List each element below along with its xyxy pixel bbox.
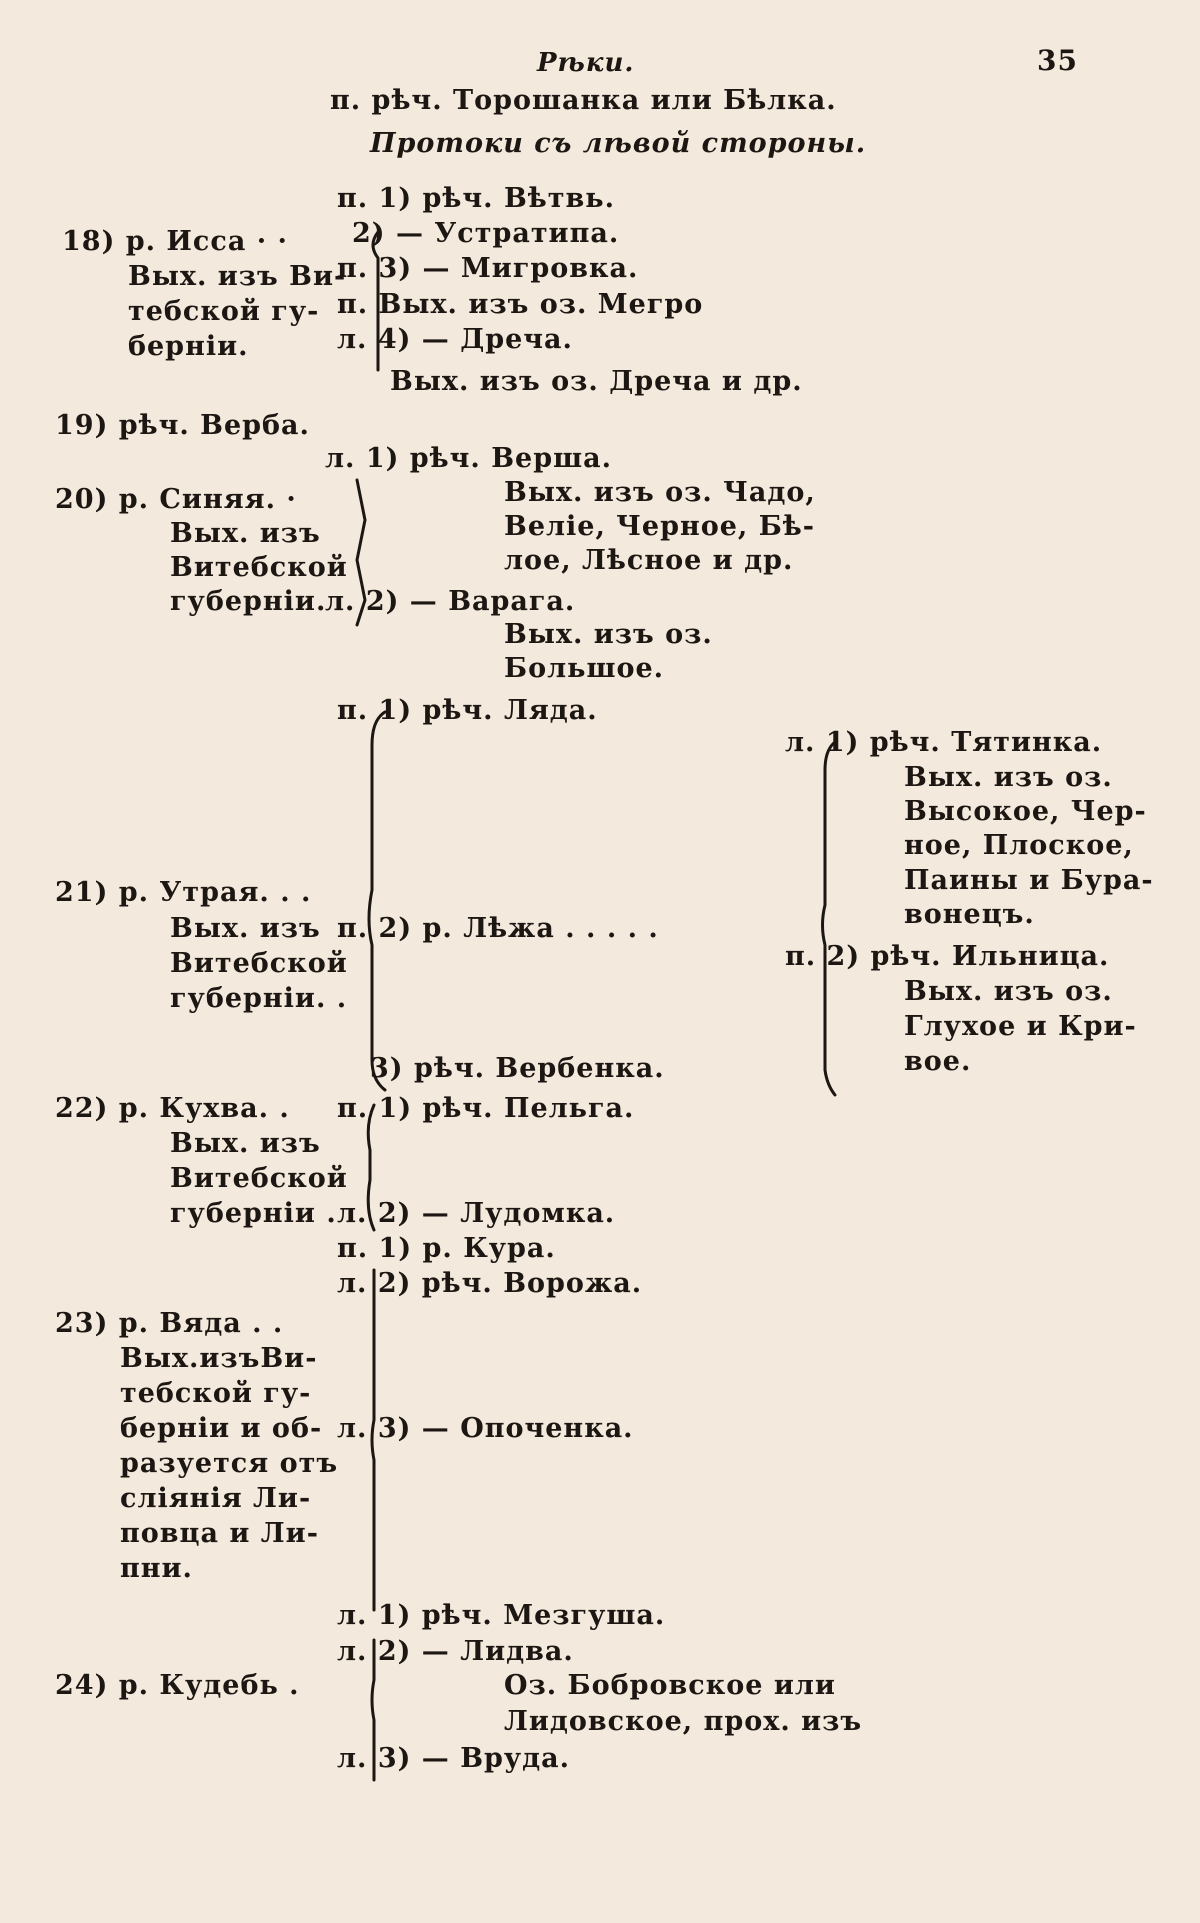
text-line: Вых. изъ [170,913,321,944]
text-line: Вых. изъ оз. [504,619,713,650]
text-line: п. 2) рѣч. Ильница. [785,941,1110,972]
text-line: л. 1) рѣч. Мезгуша. [337,1600,666,1631]
text-line: губерніи. [170,586,327,617]
text-line: Протоки съ лѣвой стороны. [370,128,867,159]
text-line: вонецъ. [904,899,1035,930]
text-line: л. 1) рѣч. Верша. [325,443,613,474]
text-line: Паины и Бура- [904,865,1154,896]
text-line: тебской гу- [120,1378,312,1409]
text-line: Веліе, Черное, Бѣ- [504,511,815,542]
text-line: п. 1) рѣч. Пельга. [337,1093,635,1124]
text-line: п. 1) р. Кура. [337,1233,556,1264]
text-line: Вых. изъ оз. [904,762,1113,793]
text-line: Большое. [504,653,665,684]
text-line: Глухое и Кри- [904,1011,1137,1042]
text-line: берніи. [128,331,249,362]
brace-21 [369,712,385,1090]
text-line: л. 2) — Лидва. [337,1636,574,1667]
text-line: губерніи . [170,1198,337,1229]
text-line: Оз. Бобровское или [504,1670,836,1701]
text-line: п. Вых. изъ оз. Мегро [337,289,704,320]
text-line: Вых. изъ оз. Чадо, [504,477,816,508]
text-line: 21) р. Утрая. . . [55,877,312,908]
text-line: л. 1) рѣч. Тятинка. [785,727,1103,758]
text-line: слiянія Ли- [120,1483,312,1514]
running-head: Рѣки. [537,48,635,78]
text-line: Витебской [170,552,348,583]
text-line: тебской гу- [128,296,320,327]
text-line: Вых. изъ оз. [904,976,1113,1007]
text-line: 2) — Устратипа. [352,218,620,249]
text-line: 20) р. Синяя. · [55,484,297,515]
text-line: Вых. изъ оз. Дреча и др. [390,366,803,397]
text-line: Витебской [170,1163,348,1194]
brace-lezha [823,742,836,1095]
text-line: 24) р. Кудебь . [55,1670,300,1701]
text-line: пни. [120,1553,193,1584]
text-line: л. 3) — Опоченка. [337,1413,634,1444]
text-line: п. 2) р. Лѣжа . . . . . [337,913,659,944]
text-line: ное, Плоское, [904,830,1134,861]
text-line: берніи и об- [120,1413,323,1444]
text-line: п. 3) — Мигровка. [337,253,639,284]
text-line: п. 1) рѣч. Вѣтвь. [337,183,615,214]
text-line: л. 2) — Варага. [325,586,576,617]
text-line: п. 1) рѣч. Ляда. [337,695,598,726]
text-line: л. 2) рѣч. Ворожа. [337,1268,643,1299]
text-line: губерніи. . [170,983,348,1014]
text-line: Вых. изъ [170,518,321,549]
text-line: лое, Лѣсное и др. [504,545,794,576]
text-line: п. рѣч. Торошанка или Бѣлка. [330,85,837,116]
text-line: разуется отъ [120,1448,339,1479]
text-line: 19) рѣч. Верба. [55,410,310,441]
text-line: Высокое, Чер- [904,796,1147,827]
page-number: 35 [1037,44,1078,77]
text-line: Вых.изъВи- [120,1343,318,1374]
text-line: л. 4) — Дреча. [337,324,573,355]
text-line: л. 3) — Вруда. [337,1743,571,1774]
text-line: Витебской [170,948,348,979]
text-line: 18) р. Исса · · [62,226,288,257]
text-line: вое. [904,1046,972,1077]
text-line: Лидовское, прох. изъ [504,1706,863,1737]
text-line: Вых. изъ Ви- [128,261,347,292]
text-line: повца и Ли- [120,1518,319,1549]
text-line: л. 2) — Лудомка. [337,1198,616,1229]
text-line: 23) р. Вяда . . [55,1308,284,1339]
text-line: 22) р. Кухва. . [55,1093,290,1124]
text-line: 3) рѣч. Вербенка. [370,1053,665,1084]
text-line: Вых. изъ [170,1128,321,1159]
